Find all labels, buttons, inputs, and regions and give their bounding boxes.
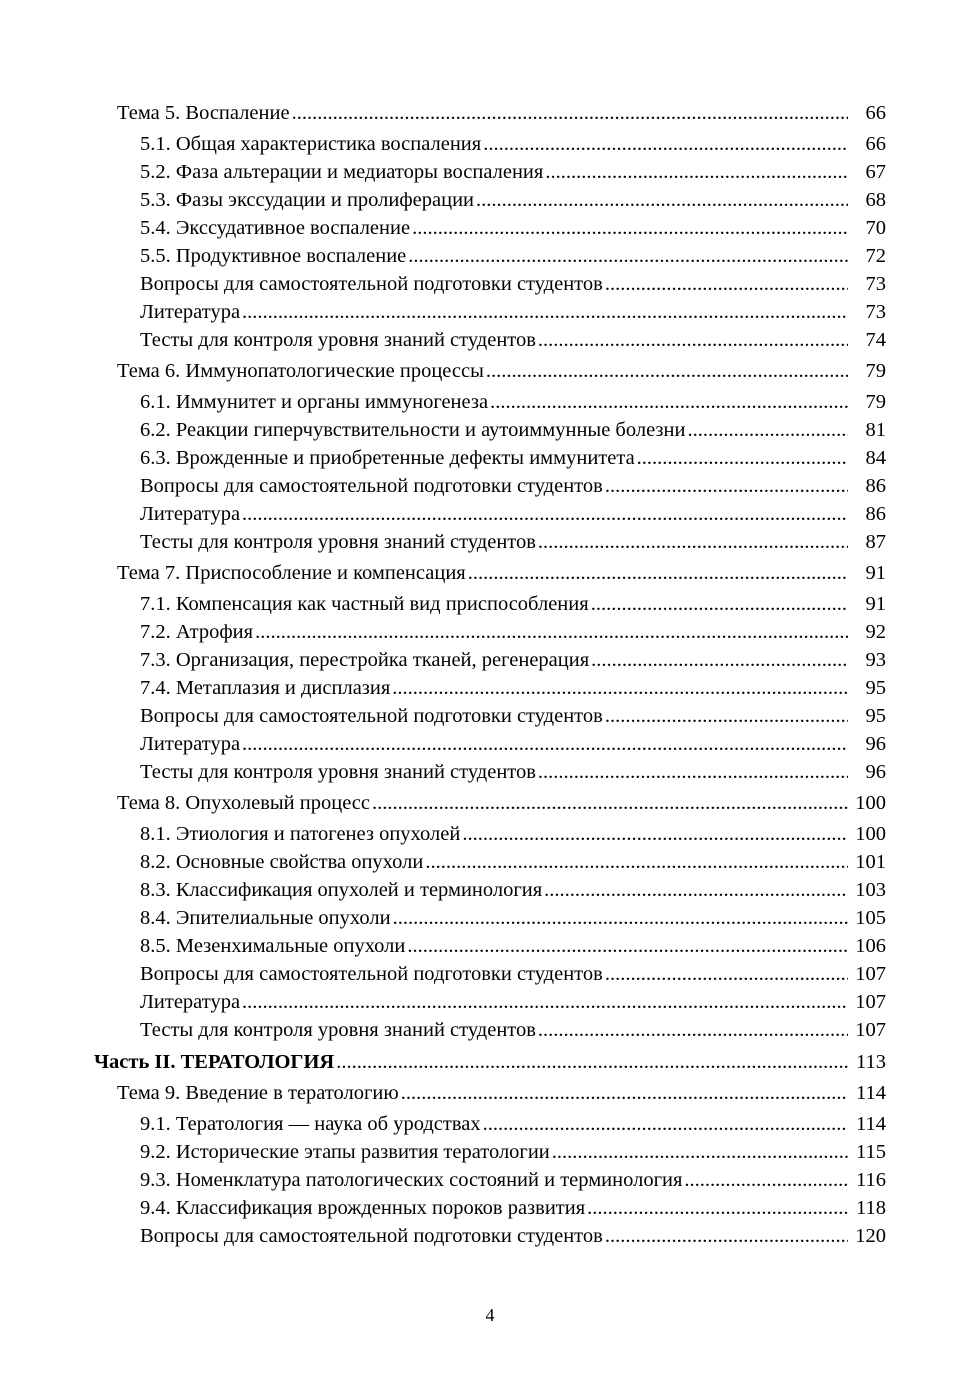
toc-subentry <box>0 904 980 932</box>
toc-subentry <box>0 186 980 214</box>
toc-dot-leader <box>637 444 848 472</box>
toc-entry-page: 115 <box>856 1141 886 1163</box>
toc-subentry <box>0 130 980 158</box>
toc-dot-leader <box>687 416 848 444</box>
toc-topic-entry <box>0 789 980 817</box>
toc-entry-title: Тема 9. Введение в тератологию <box>117 1082 399 1104</box>
toc-entry-page: 114 <box>856 1082 886 1104</box>
toc-dot-leader <box>605 270 848 298</box>
toc-subentry <box>0 876 980 904</box>
toc-entry-title: Литература <box>140 301 241 323</box>
toc-entry-page: 91 <box>865 593 886 615</box>
toc-entry-title: 8.1. Этиология и патогенез опухолей <box>140 823 461 845</box>
toc-dot-leader <box>408 242 848 270</box>
toc-entry-page: 70 <box>865 217 886 239</box>
toc-dot-leader <box>538 758 848 786</box>
toc-entry-page: 67 <box>865 161 886 183</box>
toc-entry-title: Вопросы для самостоятельной подготовки студентов <box>140 1225 603 1247</box>
toc-entry-title: Тесты для контроля уровня знаний студентов <box>140 531 536 553</box>
page-number: 4 <box>485 1305 495 1325</box>
toc-part-entry <box>0 1048 980 1076</box>
toc-subentry <box>0 758 980 786</box>
toc-entry-page: 120 <box>855 1225 886 1247</box>
toc-entry-page: 68 <box>865 189 886 211</box>
toc-entry-title: Литература <box>140 991 241 1013</box>
toc-subentry <box>0 472 980 500</box>
toc-entry-title: Литература <box>140 733 241 755</box>
toc-entry-page: 93 <box>865 649 886 671</box>
toc-subentry <box>0 214 980 242</box>
toc-entry-title: 8.4. Эпителиальные опухоли <box>140 907 391 929</box>
toc-subentry <box>0 674 980 702</box>
toc-entry-page: 100 <box>855 792 886 814</box>
toc-dot-leader <box>483 1110 848 1138</box>
toc-entry-page: 86 <box>865 475 886 497</box>
toc-entry-page: 116 <box>856 1169 886 1191</box>
toc-entry-page: 74 <box>865 329 886 351</box>
toc-entry-page: 95 <box>865 705 886 727</box>
toc-subentry <box>0 1138 980 1166</box>
toc-entry-page: 107 <box>855 963 886 985</box>
toc-dot-leader <box>412 214 848 242</box>
toc-entry-title: Тема 6. Иммунопатологические процессы <box>117 360 484 382</box>
toc-dot-leader <box>538 1016 848 1044</box>
toc-entry-page: 73 <box>865 273 886 295</box>
toc-topic-entry <box>0 99 980 127</box>
toc-subentry <box>0 646 980 674</box>
toc-entry-page: 114 <box>856 1113 886 1135</box>
toc-entry-page: 103 <box>855 879 886 901</box>
toc-entry-title: 9.2. Исторические этапы развития тератологии <box>140 1141 550 1163</box>
toc-subentry <box>0 1110 980 1138</box>
toc-dot-leader <box>392 674 848 702</box>
toc-entry-title: 6.2. Реакции гиперчувствительности и аутоиммунные болезни <box>140 419 686 441</box>
toc-dot-leader <box>242 500 848 528</box>
toc-entry-title: 9.1. Тератология — наука об уродствах <box>140 1113 481 1135</box>
toc-dot-leader <box>483 130 848 158</box>
toc-subentry <box>0 820 980 848</box>
toc-entry-title: 8.2. Основные свойства опухоли <box>140 851 424 873</box>
toc-subentry <box>0 1166 980 1194</box>
toc-dot-leader <box>255 618 848 646</box>
toc-dot-leader <box>462 820 848 848</box>
toc-dot-leader <box>468 559 848 587</box>
toc-entry-page: 106 <box>855 935 886 957</box>
toc-entry-title: Вопросы для самостоятельной подготовки студентов <box>140 963 603 985</box>
toc-subentry <box>0 444 980 472</box>
toc-entry-title: Тема 5. Воспаление <box>117 102 290 124</box>
toc-entry-title: Тема 8. Опухолевый процесс <box>117 792 370 814</box>
toc-entry-page: 96 <box>865 733 886 755</box>
toc-entry-title: 7.2. Атрофия <box>140 621 254 643</box>
toc-entry-title: Вопросы для самостоятельной подготовки студентов <box>140 273 603 295</box>
toc-entry-title: 6.1. Иммунитет и органы иммуногенеза <box>140 391 489 413</box>
toc-dot-leader <box>684 1166 848 1194</box>
toc-entry-page: 79 <box>865 360 886 382</box>
toc-entry-title: 9.4. Классификация врожденных пороков развития <box>140 1197 586 1219</box>
toc-entry-title: 5.1. Общая характеристика воспаления <box>140 133 482 155</box>
toc-dot-leader <box>336 1048 848 1076</box>
toc-entry-page: 73 <box>865 301 886 323</box>
toc-dot-leader <box>538 528 848 556</box>
toc-entry-page: 107 <box>855 991 886 1013</box>
toc-entry-page: 95 <box>865 677 886 699</box>
toc-entry-page: 118 <box>856 1197 886 1219</box>
toc-subentry <box>0 500 980 528</box>
toc-entry-page: 113 <box>856 1051 886 1073</box>
toc-entry-page: 107 <box>855 1019 886 1041</box>
toc-entry-title: Литература <box>140 503 241 525</box>
toc-entry-title: Тесты для контроля уровня знаний студентов <box>140 329 536 351</box>
toc-subentry <box>0 298 980 326</box>
toc-entry-title: 7.1. Компенсация как частный вид приспособления <box>140 593 589 615</box>
toc-subentry <box>0 988 980 1016</box>
toc-dot-leader <box>545 158 848 186</box>
toc-entry-page: 72 <box>865 245 886 267</box>
toc-dot-leader <box>486 357 848 385</box>
toc-entry-page: 66 <box>865 102 886 124</box>
toc-entry-page: 79 <box>865 391 886 413</box>
toc-entry-title: Тесты для контроля уровня знаний студентов <box>140 1019 536 1041</box>
toc-dot-leader <box>605 702 848 730</box>
toc-subentry <box>0 848 980 876</box>
toc-entry-title: Часть II. ТЕРАТОЛОГИЯ <box>94 1051 335 1073</box>
toc-dot-leader <box>605 960 848 988</box>
toc-topic-entry <box>0 357 980 385</box>
toc-entry-page: 96 <box>865 761 886 783</box>
toc-entry-title: Тесты для контроля уровня знаний студентов <box>140 761 536 783</box>
toc-entry-title: 7.4. Метаплазия и дисплазия <box>140 677 391 699</box>
toc-subentry <box>0 416 980 444</box>
toc-entry-title: Тема 7. Приспособление и компенсация <box>117 562 466 584</box>
toc-entry-page: 66 <box>865 133 886 155</box>
toc-entry-title: 8.5. Мезенхимальные опухоли <box>140 935 406 957</box>
toc-entry-page: 91 <box>865 562 886 584</box>
toc-dot-leader <box>605 472 848 500</box>
toc-subentry <box>0 730 980 758</box>
toc-dot-leader <box>425 848 848 876</box>
toc-entry-title: 6.3. Врожденные и приобретенные дефекты иммунитета <box>140 447 635 469</box>
toc-dot-leader <box>490 388 848 416</box>
toc-entry-title: Вопросы для самостоятельной подготовки студентов <box>140 475 603 497</box>
toc-entry-page: 81 <box>865 419 886 441</box>
toc-entry-title: 9.3. Номенклатура патологических состояний и терминология <box>140 1169 683 1191</box>
toc-entry-title: 5.2. Фаза альтерации и медиаторы воспаления <box>140 161 544 183</box>
toc-topic-entry <box>0 1079 980 1107</box>
toc-subentry <box>0 702 980 730</box>
toc-subentry <box>0 528 980 556</box>
toc-entry-page: 87 <box>865 531 886 553</box>
toc-entry-title: 5.4. Экссудативное воспаление <box>140 217 411 239</box>
toc-dot-leader <box>552 1138 848 1166</box>
toc-dot-leader <box>591 646 848 674</box>
toc-dot-leader <box>605 1222 848 1250</box>
toc-entry-title: 5.3. Фазы экссудации и пролиферации <box>140 189 475 211</box>
toc-subentry <box>0 1222 980 1250</box>
toc-dot-leader <box>407 932 848 960</box>
toc-subentry <box>0 590 980 618</box>
toc-entry-page: 84 <box>865 447 886 469</box>
toc-entry-title: Вопросы для самостоятельной подготовки студентов <box>140 705 603 727</box>
toc-dot-leader <box>242 298 848 326</box>
toc-entry-page: 86 <box>865 503 886 525</box>
toc-entry-title: 8.3. Классификация опухолей и терминология <box>140 879 543 901</box>
toc-dot-leader <box>242 730 848 758</box>
table-of-contents <box>0 96 980 1250</box>
toc-dot-leader <box>587 1194 848 1222</box>
toc-entry-page: 92 <box>865 621 886 643</box>
toc-topic-entry <box>0 559 980 587</box>
toc-dot-leader <box>401 1079 848 1107</box>
toc-subentry <box>0 618 980 646</box>
toc-entry-page: 100 <box>855 823 886 845</box>
toc-subentry <box>0 1194 980 1222</box>
toc-subentry <box>0 1016 980 1044</box>
toc-subentry <box>0 158 980 186</box>
toc-dot-leader <box>372 789 848 817</box>
toc-dot-leader <box>591 590 848 618</box>
toc-entry-page: 101 <box>855 851 886 873</box>
toc-dot-leader <box>242 988 848 1016</box>
toc-entry-title: 5.5. Продуктивное воспаление <box>140 245 407 267</box>
toc-subentry <box>0 270 980 298</box>
toc-subentry <box>0 326 980 354</box>
toc-dot-leader <box>393 904 848 932</box>
toc-dot-leader <box>538 326 848 354</box>
toc-entry-title: 7.3. Организация, перестройка тканей, регенерация <box>140 649 590 671</box>
toc-dot-leader <box>476 186 848 214</box>
toc-subentry <box>0 960 980 988</box>
toc-subentry <box>0 388 980 416</box>
toc-subentry <box>0 242 980 270</box>
toc-dot-leader <box>292 99 848 127</box>
toc-entry-page: 105 <box>855 907 886 929</box>
toc-dot-leader <box>544 876 848 904</box>
toc-subentry <box>0 932 980 960</box>
